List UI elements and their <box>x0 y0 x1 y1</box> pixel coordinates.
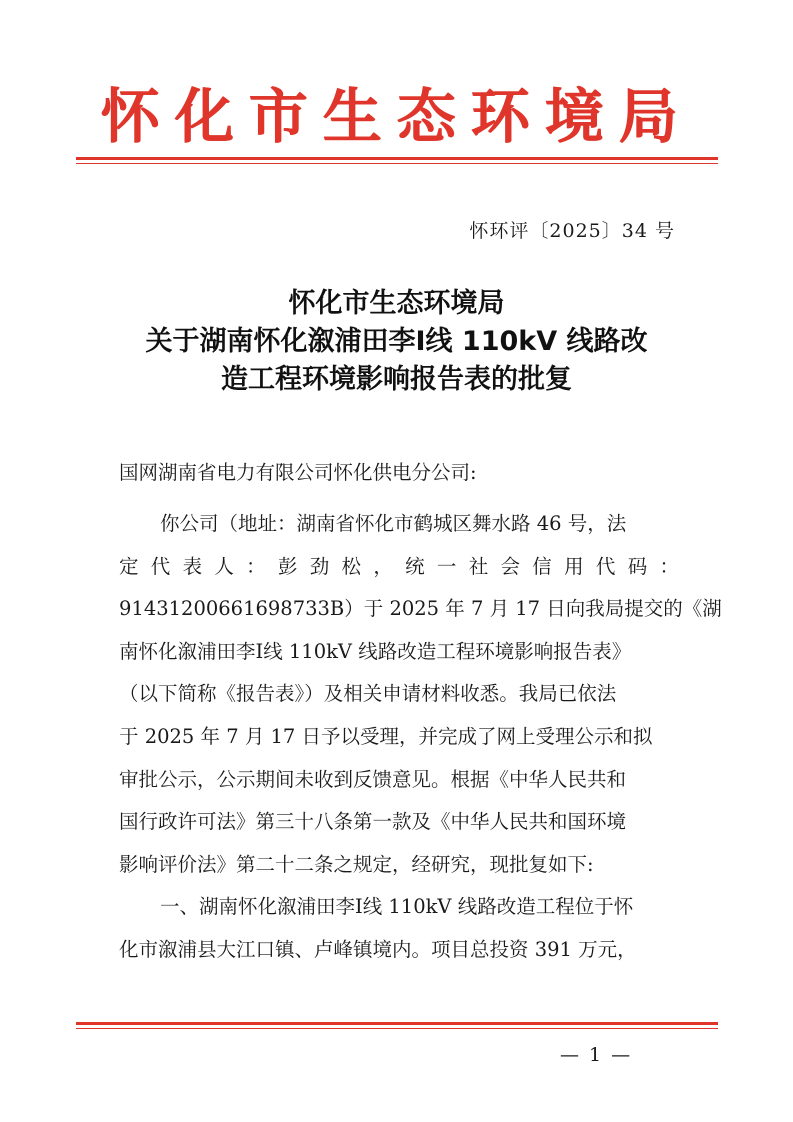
body-line: 国行政许可法》第三十八条第一款及《中华人民共和国环境 <box>119 810 627 834</box>
body-line: 化市溆浦县大江口镇、卢峰镇境内。项目总投资 391 万元， <box>119 937 637 961</box>
document-title <box>60 285 733 399</box>
masthead-red-line-top <box>76 157 718 160</box>
document-body <box>119 503 722 972</box>
body-line: 影响评价法》第二十二条之规定，经研究，现批复如下: <box>119 852 594 876</box>
body-line: 一、湖南怀化溆浦田李Ⅰ线 110kV 线路改造工程位于怀 <box>160 895 634 919</box>
body-line: 你公司（地址：湖南省怀化市鹤城区舞水路 46 号，法 <box>160 512 627 535</box>
body-line: 南怀化溆浦田李Ⅰ线 110kV 线路改造工程环境影响报告表》 <box>119 639 632 663</box>
body-line: 审批公示，公示期间未收到反馈意见。根据《中华人民共和 <box>119 767 627 791</box>
footer-red-line-top <box>76 1022 718 1025</box>
addressee: 国网湖南省电力有限公司怀化供电分公司: <box>119 461 477 484</box>
body-line: 定代表人：彭劲松，统一社会信用代码： <box>119 554 679 578</box>
title-line-3: 造工程环境影响报告表的批复 <box>221 364 572 395</box>
body-line: 于 2025 年 7 月 17 日予以受理，并完成了网上受理公示和拟 <box>119 724 653 748</box>
title-line-1: 怀化市生态环境局 <box>288 288 505 319</box>
masthead-red-line-bottom <box>76 163 718 164</box>
footer-red-line-bottom <box>76 1028 718 1029</box>
document-number: 怀环评〔2025〕34 号 <box>469 220 675 242</box>
body-line: 91431200661698733B）于 2025 年 7 月 17 日向我局提交的《湖 <box>119 597 722 621</box>
body-line: （以下简称《报告表》）及相关申请材料收悉。我局已依法 <box>119 682 617 706</box>
masthead-org-name: 怀化市生态环境局 <box>100 82 693 151</box>
title-line-2: 关于湖南怀化溆浦田李Ⅰ线 110kV 线路改 <box>145 326 648 357</box>
page-number: — 1 — <box>560 1044 633 1066</box>
